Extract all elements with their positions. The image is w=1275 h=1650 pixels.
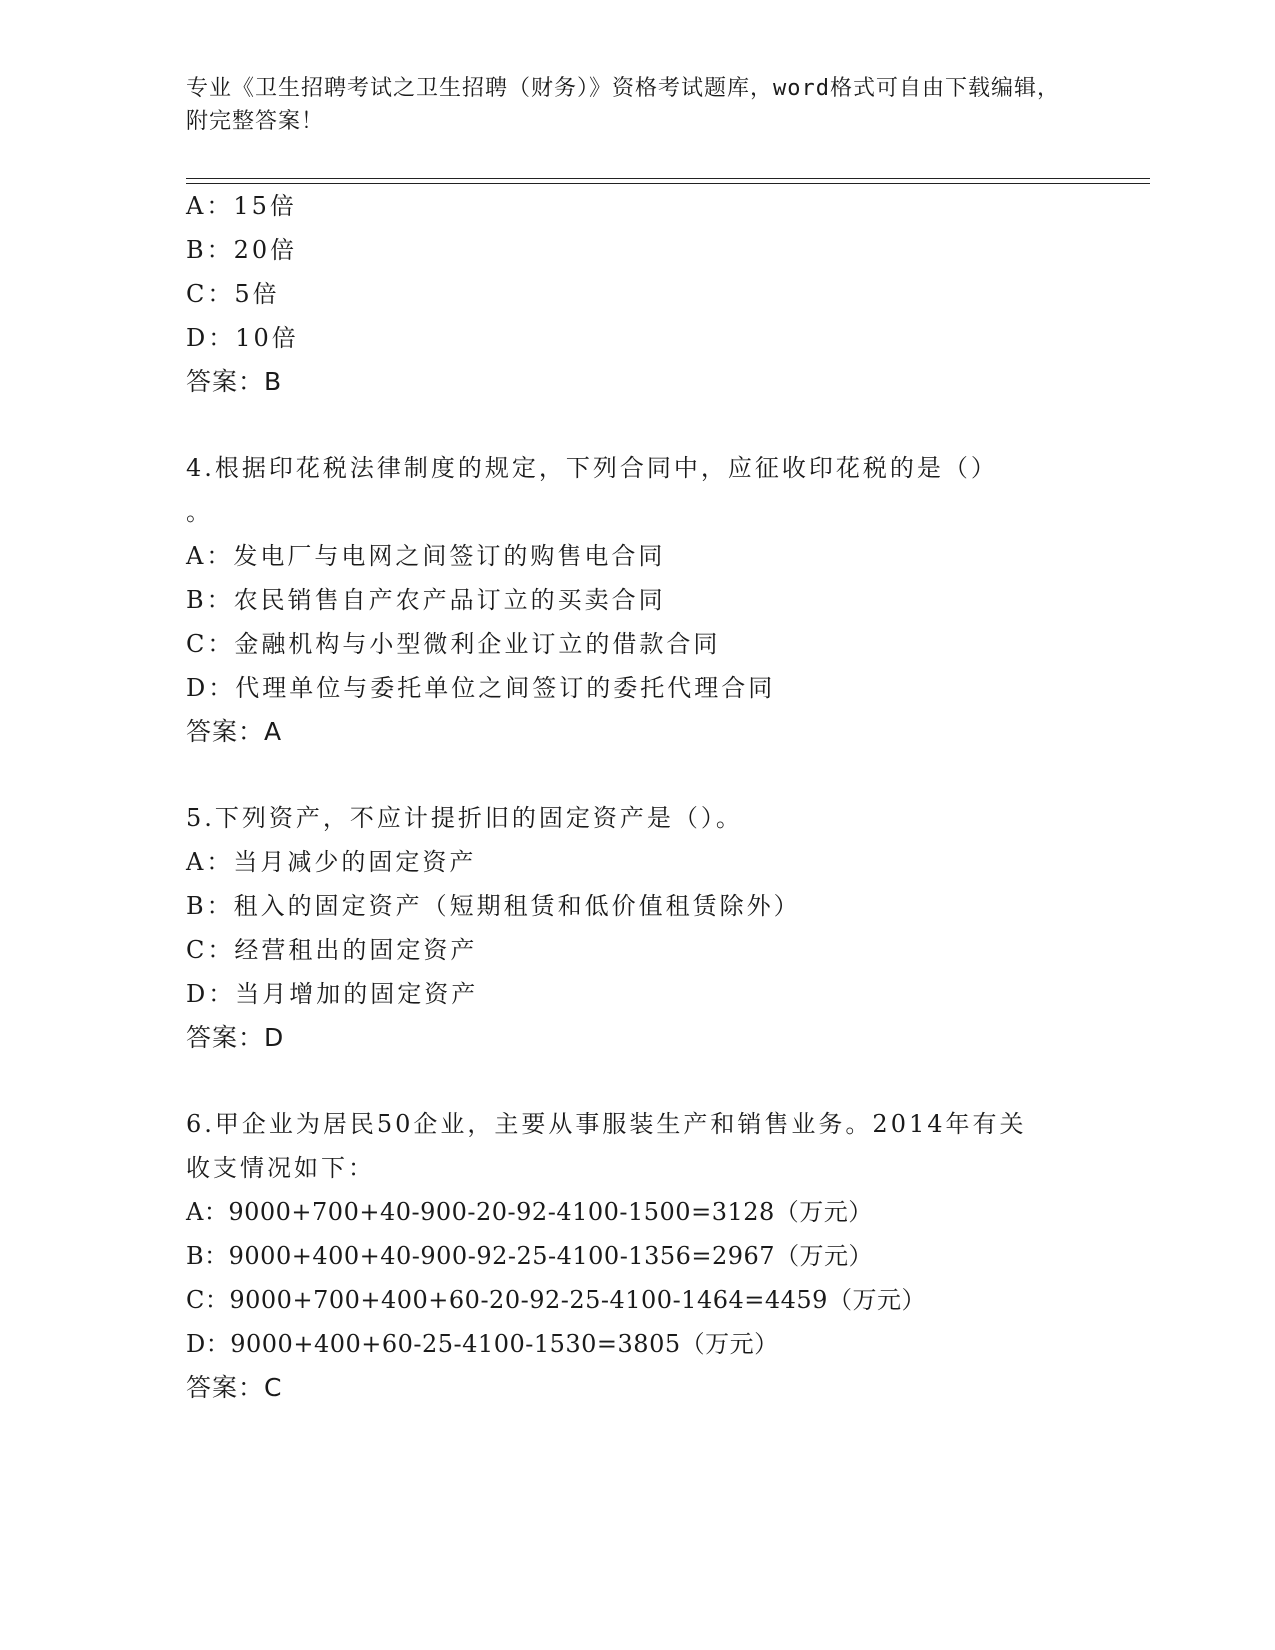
q5-option-d [186, 978, 478, 1010]
q6-option-c [186, 1284, 926, 1316]
q3-option-b [186, 234, 297, 266]
q5-option-b [186, 890, 801, 922]
q6-option-b [186, 1240, 873, 1272]
option-label: D： [186, 980, 236, 1008]
q6-option-d [186, 1328, 779, 1360]
option-text: 9000+700+40-900-20-92-4100-1500=3128（万元） [228, 1198, 873, 1226]
q3-option-a [186, 190, 297, 222]
option-text: 20倍 [233, 236, 298, 264]
option-text: 发电厂与电网之间签订的购售电合同 [233, 542, 666, 570]
option-label: A： [186, 1198, 229, 1226]
option-label: C： [186, 280, 235, 308]
q5-question-line1: 5.下列资产，不应计提折旧的固定资产是（）。 [186, 804, 743, 832]
option-text: 当月减少的固定资产 [233, 848, 477, 876]
option-label: B： [186, 586, 234, 614]
option-text: 9000+700+400+60-20-92-25-4100-1464=4459（万元） [229, 1286, 926, 1314]
option-label: A： [186, 192, 234, 220]
q6-answer: 答案：C [186, 1373, 283, 1402]
q6-option-a [186, 1196, 873, 1228]
option-label: A： [186, 542, 234, 570]
option-text: 9000+400+40-900-92-25-4100-1356=2967（万元） [228, 1242, 874, 1270]
option-text: 10倍 [235, 324, 299, 352]
q3-answer: 答案：B [186, 367, 283, 396]
option-text: 经营租出的固定资产 [234, 936, 478, 964]
option-label: B： [186, 892, 234, 920]
option-text: 15倍 [233, 192, 297, 220]
option-label: C： [186, 1286, 230, 1314]
option-label: A： [186, 848, 234, 876]
q3-option-d [186, 322, 299, 354]
option-label: B： [186, 236, 234, 264]
q4-question-line2: 。 [186, 498, 213, 526]
option-text: 5倍 [234, 280, 280, 308]
option-text: 9000+400+60-25-4100-1530=3805（万元） [230, 1330, 779, 1358]
header-divider-top [186, 178, 1150, 179]
option-label: B： [186, 1242, 229, 1270]
q5-option-c [186, 934, 477, 966]
q6-question-line1: 6.甲企业为居民50企业，主要从事服装生产和销售业务。2014年有关 [186, 1110, 1027, 1138]
q5-answer: 答案：D [186, 1023, 285, 1052]
option-text: 代理单位与委托单位之间签订的委托代理合同 [235, 674, 776, 702]
option-label: D： [186, 674, 236, 702]
q4-option-d [186, 672, 775, 704]
option-label: C： [186, 630, 235, 658]
option-text: 租入的固定资产（短期租赁和低价值租赁除外） [233, 892, 801, 920]
option-label: C： [186, 936, 235, 964]
q4-option-b [186, 584, 666, 616]
q3-option-c [186, 278, 280, 310]
document-header: 专业《卫生招聘考试之卫生招聘（财务）》资格考试题库，word格式可自由下载编辑，附完整答案！ [186, 76, 1060, 134]
option-label: D： [186, 1330, 231, 1358]
q5-option-a [186, 846, 476, 878]
option-label: D： [186, 324, 236, 352]
option-text: 当月增加的固定资产 [235, 980, 479, 1008]
q4-option-a [186, 540, 665, 572]
q4-question-line1: 4.根据印花税法律制度的规定，下列合同中，应征收印花税的是（） [186, 454, 998, 482]
q4-answer: 答案：A [186, 717, 283, 746]
option-text: 金融机构与小型微利企业订立的借款合同 [234, 630, 721, 658]
option-text: 农民销售自产农产品订立的买卖合同 [233, 586, 666, 614]
header-divider-bottom [186, 183, 1150, 184]
q6-question-line2: 收支情况如下： [186, 1154, 375, 1182]
q4-option-c [186, 628, 720, 660]
